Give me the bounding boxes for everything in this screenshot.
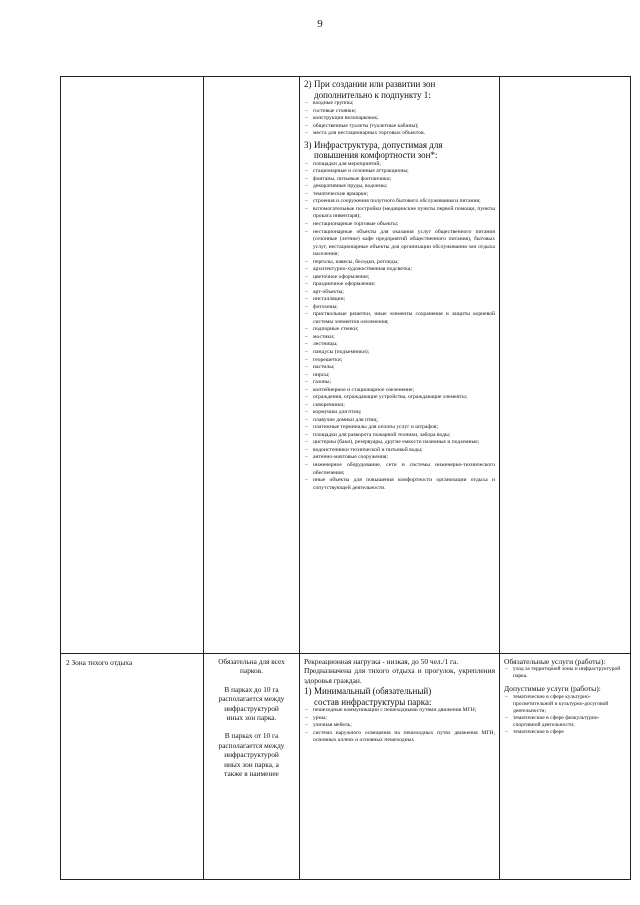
list-item: – стационарные и сезонные аттракционы; xyxy=(304,168,495,176)
list-item: – тематические в сфере физкультурно-спортивной деятельности; xyxy=(504,715,626,729)
list-item: – георешетки; xyxy=(304,357,495,365)
text-line: В парках от 10 га xyxy=(224,731,279,741)
list-item: – платежные терминалы для оплаты услуг и штрафов; xyxy=(304,424,495,432)
list-item: – конструкции велопарковок; xyxy=(304,115,495,123)
section-heading: 2) При создании или развитии зон дополнительно к подпункту 1: xyxy=(304,79,436,100)
list-item: – нестационарные торговые объекты; xyxy=(304,221,495,229)
list-item: – цистерны (баки), резервуары, другие емкости наземные и подземные; xyxy=(304,439,495,447)
section-2-list xyxy=(304,100,495,138)
infrastructure-cell xyxy=(300,77,500,654)
list-item: – тематические в сфере культурно-просветительной и культурно-досуговой деятельности; xyxy=(504,694,626,715)
page-number: 9 xyxy=(317,18,323,30)
section-3-list xyxy=(304,161,495,492)
list-item: – площадки для мероприятий; xyxy=(304,161,495,169)
list-item: – перголы, навесы, беседки, ротонды; xyxy=(304,259,495,267)
list-item: – цветочное оформление; xyxy=(304,274,495,282)
list-item: – уход за территорией зоны и инфраструктурой парка. xyxy=(504,666,626,680)
table-row xyxy=(61,77,631,654)
list-item: – настилы; xyxy=(304,364,495,372)
list-item: – приствольные решетки, иные элементы сохранения и защиты корневой системы элементов озеленения; xyxy=(304,311,495,326)
list-item: – гостевые стоянки; xyxy=(304,108,495,116)
text-line: инфраструктурой xyxy=(224,703,279,713)
list-item: – уличная мебель; xyxy=(304,722,495,730)
zone-name-cell xyxy=(61,654,204,880)
section-heading: 3) Инфраструктура, допустимая для повышения комфортности зон*: xyxy=(304,139,443,161)
text-line: иных зон парка. xyxy=(226,713,277,723)
list-item: – ограждения, ограждающие устройства, ограждающие элементы; xyxy=(304,394,495,402)
list-item: – фотозоны; xyxy=(304,304,495,312)
list-item: – кормушки для птиц; xyxy=(304,409,495,417)
list-item: – пирсы; xyxy=(304,372,495,380)
zone-purpose: Предназначена для тихого отдыха и прогулок, укрепления здоровья граждан. xyxy=(304,666,495,685)
list-item: – мостики; xyxy=(304,334,495,342)
list-item: – входные группы; xyxy=(304,100,495,108)
list-item: – фонтаны, питьевые фонтанчики; xyxy=(304,176,495,184)
services-cell xyxy=(500,77,631,654)
list-item: – водоисточники технической и питьевой воды; xyxy=(304,447,495,455)
list-item: – подпорные стенки; xyxy=(304,326,495,334)
allowed-services-title: Допустимые услуги (работы): xyxy=(504,684,601,694)
placement-text-c xyxy=(208,731,295,778)
list-item: – площадки для разворота пожарной техники, забора воды; xyxy=(304,432,495,440)
list-item: – пешеходные коммуникации с пешеходными путями движения МГН; xyxy=(304,707,495,715)
section-3 xyxy=(304,140,495,492)
section-heading: 1) Минимальный (обязательный) состав инфраструктуры парка: xyxy=(304,686,432,707)
list-item: – декоративные пруды, водоемы; xyxy=(304,183,495,191)
required-services-title: Обязательные услуги (работы): xyxy=(504,657,606,666)
list-item: – места для нестационарных торговых объектов. xyxy=(304,130,495,138)
text-line: парков. xyxy=(240,666,263,676)
table-row xyxy=(61,654,631,880)
text-line: В парках до 10 га xyxy=(224,684,279,694)
list-item: – строения и сооружения полутного бытового обслуживания и питания; xyxy=(304,198,495,206)
list-item: – тематические в сфере xyxy=(504,729,626,736)
zone-name-cell xyxy=(61,77,204,654)
list-item: – инженерное оборудование, сети и системы инженерно-технического обеспечения; xyxy=(304,462,495,477)
placement-text-b xyxy=(208,685,295,723)
placement-text-a xyxy=(208,657,295,676)
list-item: – контейнерное и стационарное озеленение; xyxy=(304,387,495,395)
recreation-load: Рекреационная нагрузка - низкая, до 50 чел./1 га. xyxy=(304,657,459,666)
services-cell xyxy=(500,654,631,880)
text-line: иных зон парка, а xyxy=(224,759,279,769)
text-line: располагается между xyxy=(218,694,285,704)
list-item: – общественные туалеты (туалетные кабины); xyxy=(304,123,495,131)
list-item: – скворечники; xyxy=(304,402,495,410)
section-2 xyxy=(304,79,495,138)
allowed-services-list xyxy=(504,694,626,736)
infrastructure-cell xyxy=(300,654,500,880)
list-item: – арт-объекты; xyxy=(304,289,495,297)
text-line: инфраструктурой xyxy=(224,750,279,760)
list-item: – иные объекты для повышения комфортности организации отдыха и сопутствующей деятельности. xyxy=(304,477,495,492)
zone-name: 2 Зона тихого отдыха xyxy=(66,658,133,667)
placement-cell xyxy=(204,654,300,880)
text-line: Обязательна для всех xyxy=(218,657,285,666)
list-item: – тематические ярмарки; xyxy=(304,191,495,199)
list-item: – архитектурно-художественная подсветка; xyxy=(304,266,495,274)
list-item: – пандусы (подъемники); xyxy=(304,349,495,357)
list-item: – антенно-мачтовые сооружения; xyxy=(304,454,495,462)
list-item: – инсталляции; xyxy=(304,296,495,304)
list-item: – газоны; xyxy=(304,379,495,387)
list-item: – система наружного освещения на пешеходных путях движения МГН, основных аллеях и основных пешеходных xyxy=(304,730,495,745)
list-item: – праздничное оформление; xyxy=(304,281,495,289)
text-line: располагается между xyxy=(218,740,285,750)
zones-table xyxy=(60,76,631,880)
list-item: – лестницы; xyxy=(304,341,495,349)
required-services-list xyxy=(504,666,626,680)
placement-cell xyxy=(204,77,300,654)
list-item: – плавучие домики для птиц; xyxy=(304,417,495,425)
list-item: – нестационарные объекты для оказания услуг общественного питания (сезонные (летние) кафе предприятий общественного питания), бытовых услуг, нестационарные объекты для организации обслуживания зон отдыха населения; xyxy=(304,229,495,259)
text-line: также в наименее xyxy=(224,769,279,779)
list-item: – урны; xyxy=(304,715,495,723)
list-item: – вспомогательные постройки (медицинские пункты первой помощи, пункты проката инвентаря); xyxy=(304,206,495,221)
section-1-list xyxy=(304,707,495,745)
